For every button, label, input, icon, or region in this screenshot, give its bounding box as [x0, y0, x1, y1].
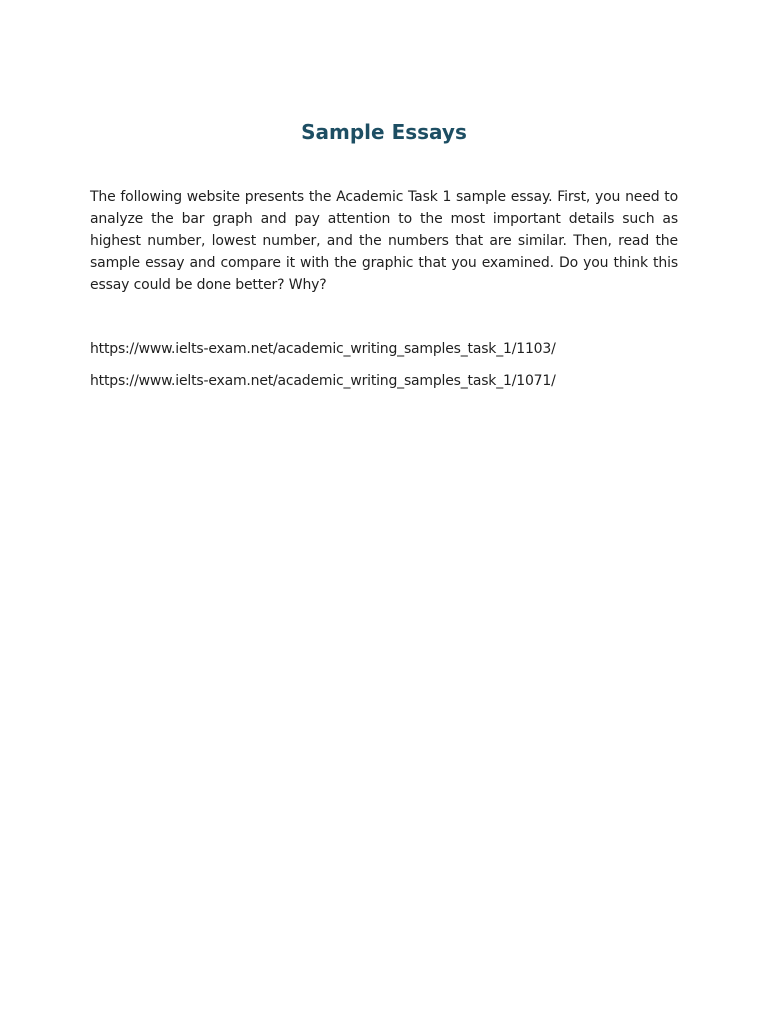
list-item — [90, 370, 690, 392]
page-title: Sample Essays — [301, 120, 467, 144]
sample-essay-link-1103[interactable]: https://www.ielts-exam.net/academic_writing_samples_task_1/1103/ — [90, 341, 556, 357]
list-item — [90, 338, 690, 360]
sample-essay-link-1071[interactable]: https://www.ielts-exam.net/academic_writing_samples_task_1/1071/ — [90, 373, 556, 389]
intro-paragraph: The following website presents the Academic Task 1 sample essay. First, you need to analyze the bar graph and pay attention to the most important details such as highest number, lowest number, and the numbers that are similar. Then, read the sample essay and compare it with the graphic that you examined. Do you think this essay could be done better? Why? — [90, 189, 678, 293]
link-list — [90, 338, 690, 402]
